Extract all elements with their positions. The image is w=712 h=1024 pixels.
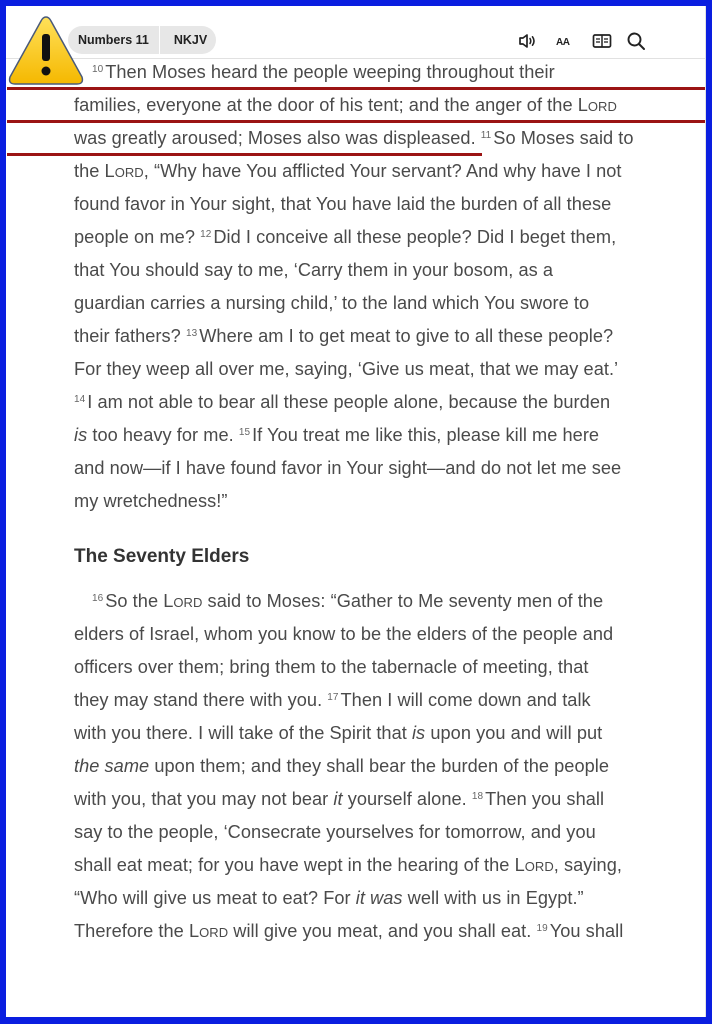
verse-text: For they weep all over me, saying, ‘Give us meat, that we may eat.’ xyxy=(74,359,619,379)
verse-line xyxy=(74,855,622,876)
divine-name: Lord xyxy=(104,161,144,181)
divine-name: Lord xyxy=(188,921,229,941)
verse-number: 17 xyxy=(327,692,339,703)
verse-text: will give you meat, and you shall eat. xyxy=(228,921,537,941)
italic-text: it was xyxy=(355,888,403,908)
verse-text: my wretchedness!” xyxy=(74,491,228,511)
verse-line xyxy=(74,458,621,479)
verse-text: officers over them; bring them to the tabernacle of meeting, that xyxy=(74,657,589,677)
text-size-icon[interactable] xyxy=(556,30,580,52)
verse-text: they may stand there with you. xyxy=(74,690,328,710)
verse-text: So the xyxy=(105,591,164,611)
version-button[interactable]: NKJV xyxy=(173,33,208,47)
book-chapter-button[interactable]: Numbers 11 xyxy=(78,33,149,47)
verse-text: guardian carries a nursing child,’ to the land which You swore to xyxy=(74,293,590,313)
divine-name: Lord xyxy=(163,591,203,611)
passage-selector xyxy=(68,26,216,54)
verse-line xyxy=(74,95,617,116)
bible-reader-window xyxy=(6,6,706,1017)
verse-line xyxy=(74,359,618,380)
verse-text: yourself alone. xyxy=(342,789,472,809)
verse-text: say to the people, ‘Consecrate yourselves for tomorrow, and you xyxy=(74,822,596,842)
text-size-label: AA xyxy=(556,37,570,48)
verse-line xyxy=(74,690,591,711)
verse-text: shall eat meat; for you have wept in the hearing of the xyxy=(74,855,515,875)
verse-text: too heavy for me. xyxy=(87,425,239,445)
verse-text: , “Why have You afflicted Your servant? And why have I not xyxy=(143,161,622,181)
verse-text: upon you and will put xyxy=(425,723,603,743)
red-underline-annotation xyxy=(7,120,705,123)
italic-text: is xyxy=(74,425,88,445)
verse-text: “Who will give us meat to eat? For xyxy=(74,888,356,908)
italic-text: it xyxy=(333,789,343,809)
search-icon[interactable] xyxy=(625,30,647,52)
reader-view-icon[interactable] xyxy=(591,30,613,52)
verse-line xyxy=(74,392,610,413)
verse-number: 18 xyxy=(471,791,484,802)
verse-number: 13 xyxy=(185,328,198,339)
verse-text: upon them; and they shall bear the burden of the people xyxy=(149,756,610,776)
verse-line xyxy=(92,62,555,83)
verse-text: and now—if I have found favor in Your sight—and do not let me see xyxy=(74,458,622,478)
verse-line xyxy=(74,921,623,942)
verse-text: You shall xyxy=(549,921,624,941)
verse-text: Did I conceive all these people? Did I beget them, xyxy=(213,227,617,247)
verse-line xyxy=(74,128,634,149)
verse-text: their fathers? xyxy=(74,326,186,346)
divine-name: Lord xyxy=(514,855,554,875)
verse-line xyxy=(74,657,588,678)
verse-line xyxy=(74,161,622,182)
verse-line xyxy=(74,822,596,843)
verse-text: I am not able to bear all these people alone, because the burden xyxy=(87,392,611,412)
verse-text: Then you shall xyxy=(485,789,605,809)
verse-text: Where am I to get meat to give to all these people? xyxy=(199,326,614,346)
verse-text: people on me? xyxy=(74,227,201,247)
verse-text: with you, that you may not bear xyxy=(74,789,334,809)
verse-text: Then I will come down and talk xyxy=(340,690,591,710)
verse-line xyxy=(74,789,604,810)
verse-text: Then Moses heard the people weeping throughout their xyxy=(105,62,555,82)
reader-header xyxy=(6,6,705,58)
verse-line xyxy=(74,624,613,645)
verse-text: with you there. I will take of the Spirit that xyxy=(74,723,412,743)
verse-line xyxy=(92,591,603,612)
verse-text: Therefore the xyxy=(74,921,189,941)
verse-text: well with us in Egypt.” xyxy=(402,888,584,908)
verse-number: 12 xyxy=(200,229,212,240)
verse-line xyxy=(74,756,609,777)
verse-text: was greatly aroused; Moses also was displeased. xyxy=(74,128,481,148)
verse-line xyxy=(74,491,227,512)
verse-line xyxy=(74,723,602,744)
verse-number: 10 xyxy=(92,64,104,75)
verse-number: 16 xyxy=(92,593,104,604)
verse-line xyxy=(74,194,611,215)
red-underline-annotation xyxy=(7,87,705,90)
verse-text: the xyxy=(74,161,105,181)
verse-text: If You treat me like this, please kill me here xyxy=(252,425,600,445)
verse-number: 14 xyxy=(74,394,86,405)
verse-line xyxy=(74,260,553,281)
divine-name: Lord xyxy=(577,95,617,115)
red-underline-annotation xyxy=(7,153,482,156)
verse-number: 19 xyxy=(536,923,548,934)
header-separator xyxy=(6,58,705,59)
verse-line xyxy=(74,293,589,314)
verse-text: , saying, xyxy=(553,855,622,875)
italic-text: is xyxy=(411,723,426,743)
verse-line xyxy=(74,227,616,248)
speaker-icon[interactable] xyxy=(516,30,538,52)
verse-line xyxy=(74,888,584,909)
section-heading: The Seventy Elders xyxy=(74,546,250,567)
verse-text: that You should say to me, ‘Carry them in your bosom, as a xyxy=(74,260,554,280)
verse-text: found favor in Your sight, that You have laid the burden of all these xyxy=(74,194,612,214)
verse-text: elders of Israel, whom you know to be the elders of the people and xyxy=(74,624,614,644)
verse-text: said to Moses: “Gather to Me seventy men of the xyxy=(202,591,604,611)
verse-text: families, everyone at the door of his tent; and the anger of the xyxy=(74,95,578,115)
verse-number: 11 xyxy=(480,130,492,141)
verse-line xyxy=(74,326,613,347)
verse-text: So Moses said to xyxy=(493,128,634,148)
italic-text: the same xyxy=(74,756,150,776)
verse-line xyxy=(74,425,599,446)
warning-triangle-icon xyxy=(7,14,85,87)
verse-number: 15 xyxy=(238,427,251,438)
